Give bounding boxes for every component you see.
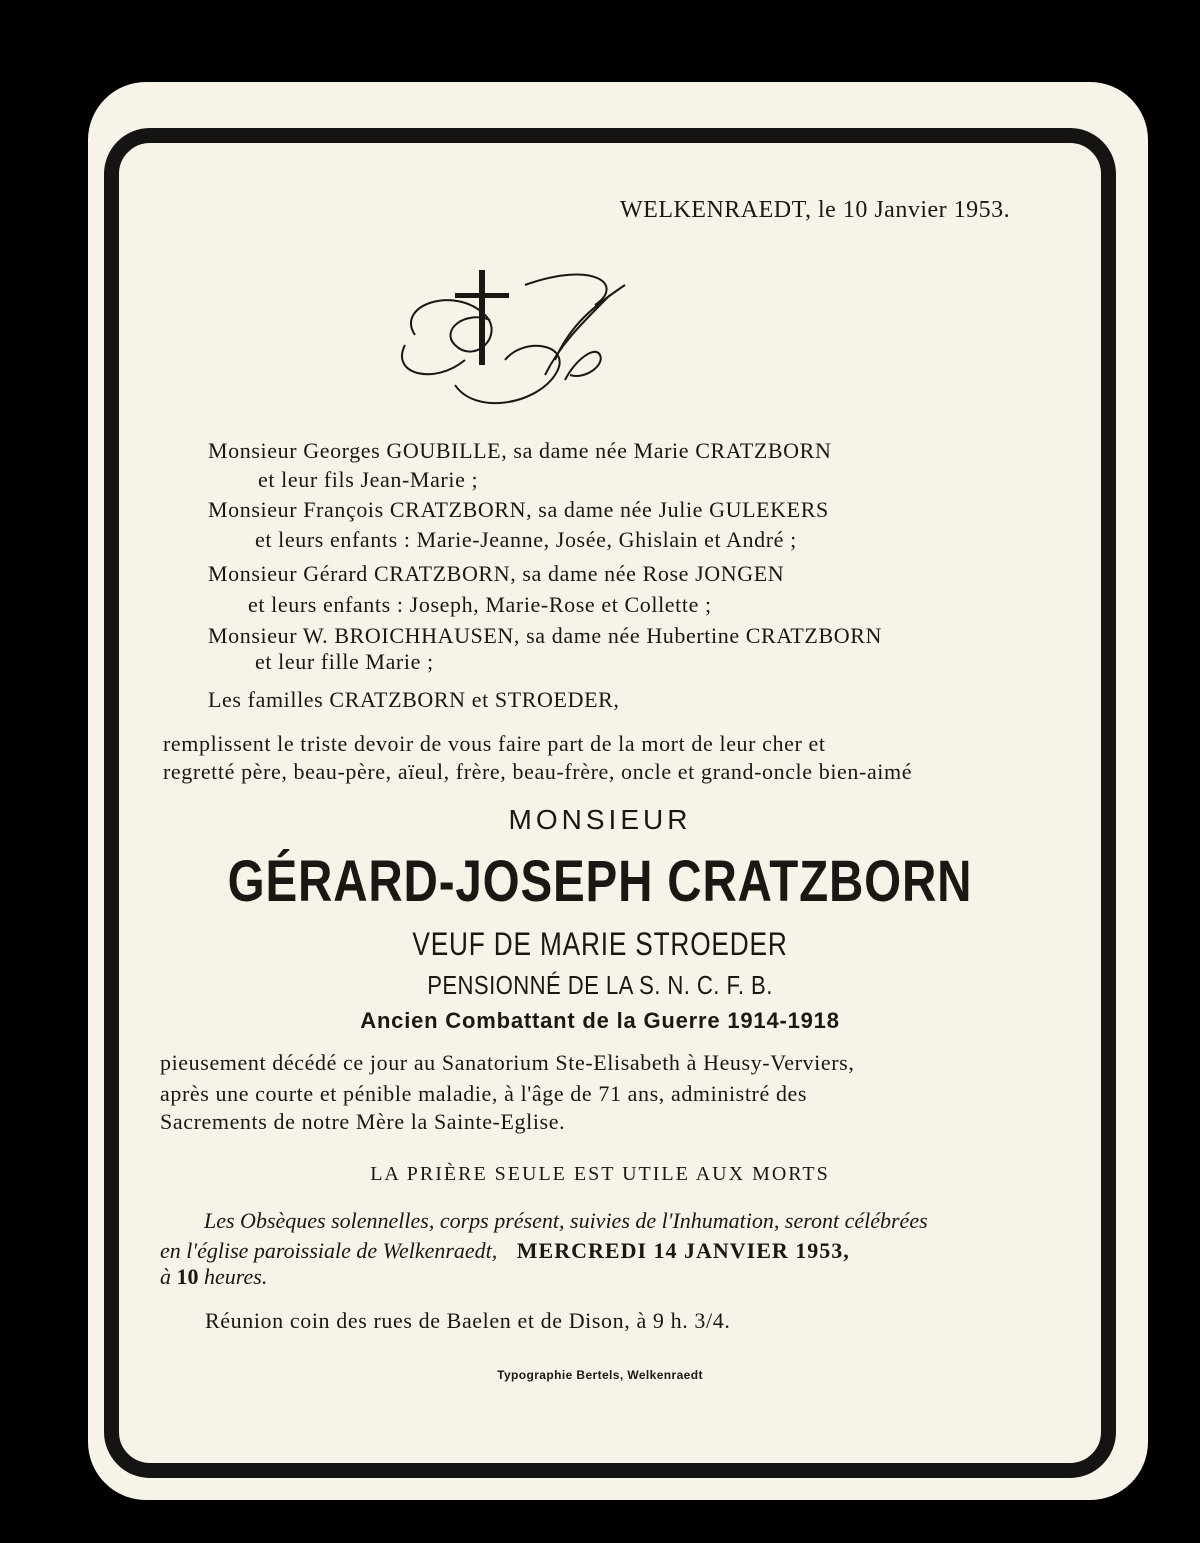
funeral-line-1: Les Obsèques solennelles, corps présent, suivies de l'Inhumation, seront célébrées bbox=[204, 1208, 928, 1233]
family-line-3b: et leurs enfants : Joseph, Marie-Rose et Collette ; bbox=[248, 592, 712, 617]
deceased-name: GÉRARD-JOSEPH CRATZBORN bbox=[227, 849, 973, 914]
family-line-4b: et leur fille Marie ; bbox=[255, 649, 434, 674]
family-line-1b: et leur fils Jean-Marie ; bbox=[258, 467, 479, 492]
death-line-2: après une courte et pénible maladie, à l'âge de 71 ans, administré des bbox=[160, 1081, 808, 1106]
family-line-2b: et leurs enfants : Marie-Jeanne, Josée, Ghislain et André ; bbox=[255, 527, 797, 552]
death-line-3: Sacrements de notre Mère la Sainte-Eglise. bbox=[160, 1109, 566, 1134]
family-line-3a: Monsieur Gérard CRATZBORN, sa dame née Rose JONGEN bbox=[208, 561, 785, 586]
funeral-line-2 bbox=[160, 1238, 850, 1264]
funeral-hours-word: heures. bbox=[204, 1264, 268, 1289]
funeral-date: MERCREDI 14 JANVIER 1953, bbox=[516, 1238, 850, 1263]
family-line-4a: Monsieur W. BROICHHAUSEN, sa dame née Hubertine CRATZBORN bbox=[208, 623, 882, 648]
funeral-line-3 bbox=[160, 1264, 267, 1290]
deceased-title: MONSIEUR bbox=[508, 804, 692, 835]
families-line: Les familles CRATZBORN et STROEDER, bbox=[208, 687, 620, 712]
announce-line-2: regretté père, beau-père, aïeul, frère, beau-frère, oncle et grand-oncle bien-aimé bbox=[163, 759, 913, 784]
family-line-2a: Monsieur François CRATZBORN, sa dame née Julie GULEKERS bbox=[208, 497, 829, 522]
funeral-at: à bbox=[160, 1264, 171, 1289]
cross-monogram-icon bbox=[395, 265, 635, 415]
deceased-veteran: Ancien Combattant de la Guerre 1914-1918 bbox=[360, 1008, 840, 1033]
death-line-1: pieusement décédé ce jour au Sanatorium Ste-Elisabeth à Heusy-Verviers, bbox=[160, 1050, 855, 1075]
funeral-church: en l'église paroissiale de Welkenraedt, bbox=[160, 1238, 498, 1263]
family-line-1a: Monsieur Georges GOUBILLE, sa dame née Marie CRATZBORN bbox=[208, 438, 832, 463]
announce-line-1: remplissent le triste devoir de vous faire part de la mort de leur cher et bbox=[163, 731, 826, 756]
dateline: WELKENRAEDT, le 10 Janvier 1953. bbox=[620, 197, 1011, 223]
prayer-line: LA PRIÈRE SEULE EST UTILE AUX MORTS bbox=[370, 1163, 830, 1185]
deceased-pension: PENSIONNÉ DE LA S. N. C. F. B. bbox=[427, 970, 773, 1000]
printer-credit: Typographie Bertels, Welkenraedt bbox=[497, 1368, 703, 1382]
meeting-line: Réunion coin des rues de Baelen et de Dison, à 9 h. 3/4. bbox=[205, 1308, 731, 1333]
deceased-widower: VEUF DE MARIE STROEDER bbox=[412, 926, 788, 962]
funeral-hour: 10 bbox=[176, 1264, 199, 1289]
